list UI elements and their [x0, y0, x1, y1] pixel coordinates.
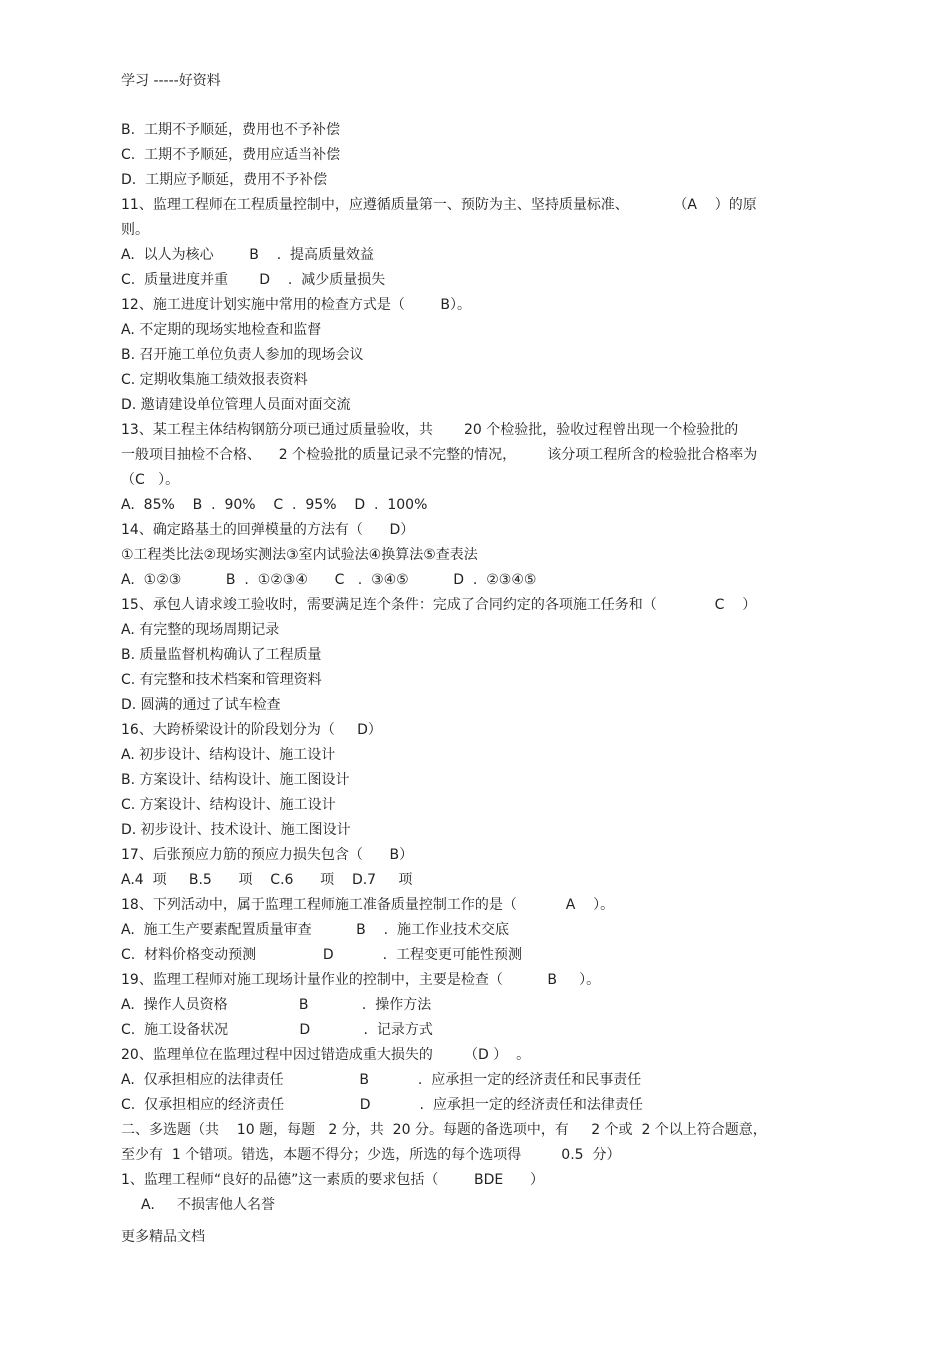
text-line: B. 质量监督机构确认了工程质量	[121, 647, 322, 663]
text-line: A. 以人为核心 B . 提高质量效益	[121, 247, 375, 263]
text-line: A. 不定期的现场实地检查和监督	[121, 322, 322, 338]
text-line: A. ①②③ B . ①②③④ C . ③④⑤ D . ②③④⑤	[121, 572, 537, 588]
multi-question-1: 1、监理工程师“良好的品德”这一素质的要求包括（ BDE ）	[121, 1172, 544, 1188]
text-line: A. 初步设计、结构设计、施工设计	[121, 747, 336, 763]
text-line: 则。	[121, 222, 149, 238]
text-line: C. 方案设计、结构设计、施工设计	[121, 797, 336, 813]
document-body	[121, 118, 856, 1218]
question-18: 18、下列活动中，属于监理工程师施工准备质量控制工作的是（ A ）。	[121, 897, 615, 913]
text-line: A. 施工生产要素配置质量审查 B . 施工作业技术交底	[121, 922, 509, 938]
text-line: D. 初步设计、技术设计、施工图设计	[121, 822, 351, 838]
page-header: 学习 -----好资料	[121, 73, 221, 89]
text-line: A. 仅承担相应的法律责任 B . 应承担一定的经济责任和民事责任	[121, 1072, 642, 1088]
question-11: 11、监理工程师在工程质量控制中，应遵循质量第一、预防为主、坚持质量标准、 （A ）的原	[121, 197, 757, 213]
page-footer: 更多精品文档	[121, 1229, 205, 1245]
question-20: 20、监理单位在监理过程中因过错造成重大损失的 （D ） 。	[121, 1047, 531, 1063]
text-line: A. 有完整的现场周期记录	[121, 622, 280, 638]
question-19: 19、监理工程师对施工现场计量作业的控制中，主要是检查（ B ）。	[121, 972, 601, 988]
text-line: B. 召开施工单位负责人参加的现场会议	[121, 347, 364, 363]
text-line: A. 不损害他人名誉	[141, 1197, 276, 1213]
text-line: C. 定期收集施工绩效报表资料	[121, 372, 308, 388]
question-13: 13、某工程主体结构钢筋分项已通过质量验收，共 20 个检验批，验收过程曾出现一个检验批的	[121, 422, 739, 438]
text-line: A.4 项 B.5 项 C.6 项 D.7 项	[121, 872, 413, 888]
text-line: D. 邀请建设单位管理人员面对面交流	[121, 397, 351, 413]
section-heading: 二、多选题（共 10 题，每题 2 分，共 20 分。每题的备选项中，有 2 个或 2 个以上符合题意，	[121, 1122, 767, 1138]
question-17: 17、后张预应力筋的预应力损失包含（ B）	[121, 847, 414, 863]
text-line: C. 施工设备状况 D . 记录方式	[121, 1022, 433, 1038]
question-12: 12、施工进度计划实施中常用的检查方式是（ B）。	[121, 297, 472, 313]
text-line: C. 材料价格变动预测 D . 工程变更可能性预测	[121, 947, 522, 963]
text-line: C. 质量进度并重 D . 减少质量损失	[121, 272, 386, 288]
question-16: 16、大跨桥梁设计的阶段划分为（ D）	[121, 722, 382, 738]
text-line: 一般项目抽检不合格、 2 个检验批的质量记录不完整的情况， 该分项工程所含的检验批合格率为	[121, 447, 758, 463]
text-line: A. 85% B . 90% C . 95% D . 100%	[121, 497, 428, 513]
text-line: C. 工期不予顺延，费用应适当补偿	[121, 147, 341, 163]
text-line: C. 仅承担相应的经济责任 D . 应承担一定的经济责任和法律责任	[121, 1097, 643, 1113]
text-line: ①工程类比法②现场实测法③室内试验法④换算法⑤查表法	[121, 547, 478, 563]
question-15: 15、承包人请求竣工验收时，需要满足连个条件：完成了合同约定的各项施工任务和（ C ）	[121, 597, 757, 613]
text-line: B. 方案设计、结构设计、施工图设计	[121, 772, 350, 788]
text-line: 至少有 1 个错项。错选，本题不得分；少选，所选的每个选项得 0.5 分）	[121, 1147, 621, 1163]
text-line: D. 工期应予顺延，费用不予补偿	[121, 172, 328, 188]
text-line: D. 圆满的通过了试车检查	[121, 697, 281, 713]
text-line: A. 操作人员资格 B . 操作方法	[121, 997, 432, 1013]
question-14: 14、确定路基土的回弹模量的方法有（ D）	[121, 522, 415, 538]
text-line: C. 有完整和技术档案和管理资料	[121, 672, 322, 688]
text-line: （C ）。	[121, 472, 180, 488]
text-line: B. 工期不予顺延，费用也不予补偿	[121, 122, 340, 138]
